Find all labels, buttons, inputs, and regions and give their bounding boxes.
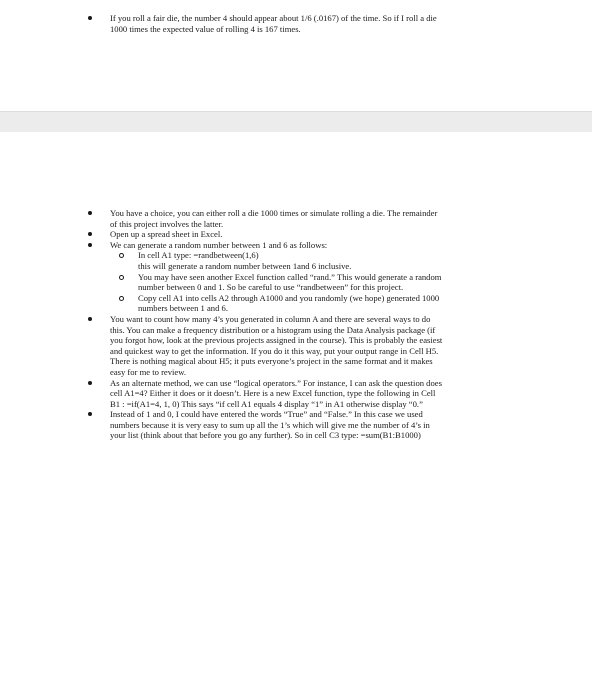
text-line: number between 0 and 1. So be careful to use “randbetween” for this project.: [138, 282, 404, 293]
top-bullet-list: [0, 13, 592, 34]
list-item: [0, 409, 592, 441]
bullet-icon: [88, 381, 92, 385]
list-item: [0, 13, 592, 34]
text-line: this. You can make a frequency distribution or a histogram using the Data Analysis package (if: [110, 324, 436, 335]
list-item: [0, 314, 592, 378]
list-item: [0, 229, 592, 240]
hollow-bullet-icon: [119, 275, 124, 280]
bullet-icon: [88, 211, 92, 215]
text-line: easy for me to review.: [110, 366, 187, 377]
hollow-bullet-icon: [119, 296, 124, 301]
bullet-icon: [88, 232, 92, 236]
text-line: you forgot how, look at the previous projects assigned in the course). This is probably the easiest: [110, 335, 443, 346]
bottom-bullet-list: [0, 208, 592, 441]
bullet-icon: [88, 243, 92, 247]
text-line: In cell A1 type: =randbetween(1,6): [138, 250, 259, 261]
bullet-icon: [88, 412, 92, 416]
sub-list-item: [0, 272, 592, 293]
text-line: Copy cell A1 into cells A2 through A1000 and you randomly (we hope) generated 1000: [138, 292, 440, 303]
text-line: 1000 times the expected value of rolling 4 is 167 times.: [110, 23, 301, 34]
document-page-bottom: [0, 132, 592, 700]
sub-list-item: [0, 293, 592, 314]
text-line: cell A1=4? Either it does or it doesn’t. Here is a new Excel function, type the following in Cell: [110, 388, 436, 399]
list-item: [0, 378, 592, 410]
text-line: There is nothing magical about H5; it puts everyone’s project in the same format and it makes: [110, 356, 433, 367]
list-item: [0, 208, 592, 229]
sub-list-item: [0, 250, 592, 271]
text-line: your list (think about that before you go any further). So in cell C3 type: =sum(B1:B1000): [110, 430, 421, 441]
text-line: If you roll a fair die, the number 4 should appear about 1/6 (.0167) of the time. So if I roll a die: [110, 13, 437, 23]
text-line: B1 : =if(A1=4, 1, 0) This says “if cell A1 equals 4 display “1” in A1 otherwise display “0.”: [110, 398, 423, 409]
hollow-bullet-icon: [119, 253, 124, 258]
list-item: [0, 240, 592, 251]
text-line: We can generate a random number between 1 and 6 as follows:: [110, 239, 328, 250]
bullet-icon: [88, 317, 92, 321]
document-page-top: [0, 0, 592, 111]
text-line: You have a choice, you can either roll a die 1000 times or simulate rolling a die. The remainder: [110, 208, 438, 218]
text-line: of this project involves the latter.: [110, 218, 224, 229]
text-line: numbers between 1 and 6.: [138, 303, 228, 314]
bullet-icon: [88, 16, 92, 20]
text-line: numbers because it is very easy to sum up all the 1’s which will give me the number of 4’s in: [110, 419, 430, 430]
text-line: and quickest way to get the information. If you do it this way, put your output range in Cell H5.: [110, 345, 439, 356]
text-line: As an alternate method, we can use “logical operators.” For instance, I can ask the question does: [110, 377, 442, 388]
text-line: Instead of 1 and 0, I could have entered the words “True” and “False.” In this case we used: [110, 409, 423, 420]
text-line: this will generate a random number between 1and 6 inclusive.: [138, 260, 352, 271]
text-line: You may have seen another Excel function called “rand.” This would generate a random: [138, 271, 442, 282]
text-line: Open up a spread sheet in Excel.: [110, 229, 223, 240]
text-line: You want to count how many 4’s you generated in column A and there are several ways to do: [110, 313, 431, 324]
page-separator: [0, 111, 592, 133]
